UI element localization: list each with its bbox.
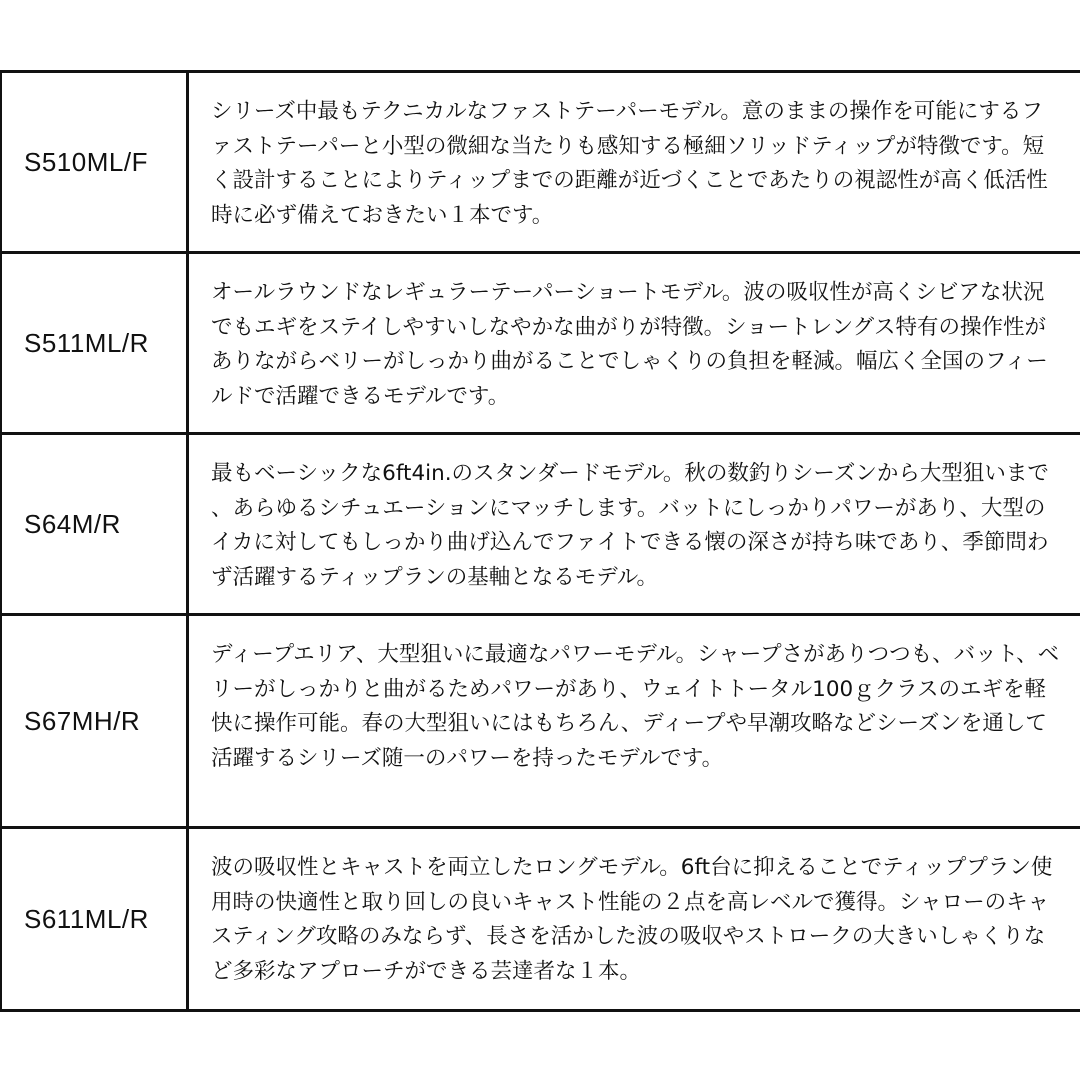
model-description: 最もベーシックな6ft4in.のスタンダードモデル。秋の数釣りシーズンから大型狙いまで、あらゆるシチュエーションにマッチします。バットにしっかりパワーがあり、大型のイカに対してもしっかり曲げ込んでファイトできる懐の深さが持ち味であり、季節問わず活躍するティップランの基軸となるモデル。 bbox=[211, 461, 1049, 590]
table-row bbox=[0, 616, 1080, 829]
model-description: オールラウンドなレギュラーテーパーショートモデル。波の吸収性が高くシビアな状況でもエギをステイしやすいしなやかな曲がりが特徴。ショートレングス特有の操作性がありながらベリーがしっかり曲がることでしゃくりの負担を軽減。幅広く全国のフィールドで活躍できるモデルです。 bbox=[211, 280, 1048, 409]
model-description: ディープエリア、大型狙いに最適なパワーモデル。シャープさがありつつも、バット、ベリーがしっかりと曲がるためパワーがあり、ウェイトトータル100ｇクラスのエギを軽快に操作可能。春の大型狙いにはもちろん、ディープや早潮攻略などシーズンを通して活躍するシリーズ随一のパワーを持ったモデルです。 bbox=[211, 642, 1060, 771]
table-row bbox=[0, 829, 1080, 1009]
model-code: S67MH/R bbox=[0, 616, 189, 826]
model-description: 波の吸収性とキャストを両立したロングモデル。6ft台に抑えることでティッププラン使用時の快適性と取り回しの良いキャスト性能の２点を高レベルで獲得。シャローのキャスティング攻略のみならず、長さを活かした波の吸収やストロークの大きいしゃくりなど多彩なアプローチができる芸達者な１本。 bbox=[211, 855, 1053, 984]
model-code: S611ML/R bbox=[0, 829, 189, 1009]
table-row bbox=[0, 254, 1080, 435]
model-description: シリーズ中最もテクニカルなファストテーパーモデル。意のままの操作を可能にするファストテーパーと小型の微細な当たりも感知する極細ソリッドティップが特徴です。短く設計することによりティップまでの距離が近づくことであたりの視認性が高く低活性時に必ず備えておきたい１本です。 bbox=[211, 99, 1048, 228]
table-row bbox=[0, 73, 1080, 254]
model-spec-table bbox=[0, 70, 1080, 1012]
model-code: S510ML/F bbox=[0, 73, 189, 251]
model-code: S64M/R bbox=[0, 435, 189, 613]
model-code: S511ML/R bbox=[0, 254, 189, 432]
table-row bbox=[0, 435, 1080, 616]
